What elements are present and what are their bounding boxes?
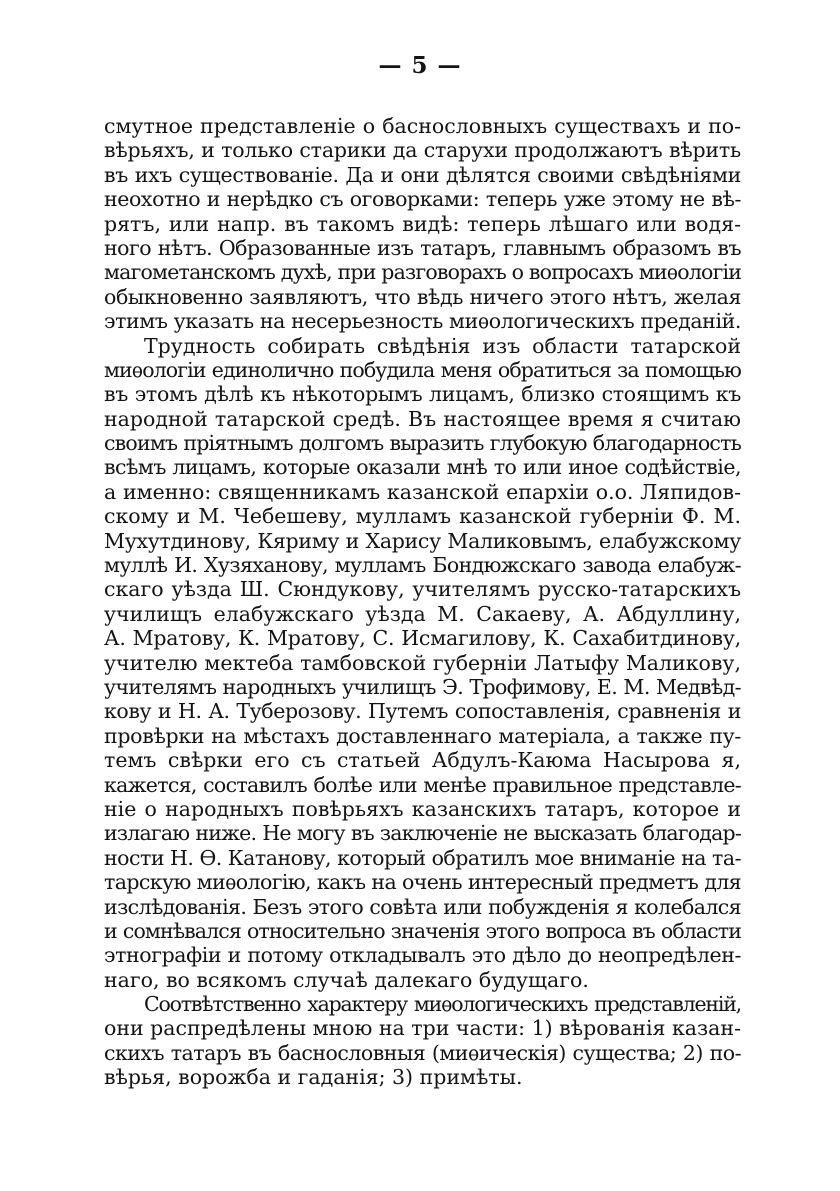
text-line: всѣмъ лицамъ, которые оказали мнѣ то или иное содѣйствіе, — [104, 455, 741, 480]
text-line: своимъ пріятнымъ долгомъ выразить глубокую благодарность — [104, 431, 741, 456]
page-number: — 5 — — [378, 52, 462, 79]
text-line: они распредѣлены мною на три части: 1) вѣрованія казан- — [104, 1016, 741, 1041]
paragraph-first-line: Соотвѣтственно характеру миѳологическихъ представленій, — [144, 992, 741, 1017]
text-line: А. Мратову, К. Мратову, С. Исмагилову, К. Сахабитдинову, — [104, 626, 741, 651]
body-text — [104, 114, 741, 1090]
paragraph-first-line: Трудность собирать свѣдѣнія изъ области татарской — [144, 333, 741, 358]
text-line: кову и Н. А. Туберозову. Путемъ сопоставленія, сравненія и — [104, 699, 741, 724]
text-line: миѳологіи единолично побудила меня обратиться за помощью — [104, 357, 741, 382]
text-line: провѣрки на мѣстахъ доставленнаго матеріала, а также пу- — [104, 723, 741, 748]
text-line: скихъ татаръ въ баснословныя (миѳическія) существа; 2) по- — [104, 1040, 741, 1065]
text-line: ніе о народныхъ повѣрьяхъ казанскихъ татаръ, которое и — [104, 796, 741, 821]
text-line: смутное представленіе о баснословныхъ существахъ и по- — [104, 114, 741, 138]
text-line: ного нѣтъ. Образованные изъ татаръ, главнымъ образомъ въ — [104, 235, 741, 260]
text-line: вѣрья, ворожба и гаданія; 3) примѣты. — [104, 1065, 523, 1090]
text-line: этнографіи и потому откладывалъ это дѣло до неопредѣлен- — [104, 943, 741, 968]
text-line: въ этомъ дѣлѣ къ нѣкоторымъ лицамъ, близко стоящимъ къ — [104, 382, 741, 407]
text-line: училищъ елабужскаго уѣзда М. Сакаеву, А. Абдуллину, — [104, 601, 741, 626]
text-line: скаго уѣзда Ш. Сюндукову, учителямъ русско-татарскихъ — [104, 577, 741, 602]
text-line: излагаю ниже. Не могу въ заключеніе не высказать благодар- — [104, 821, 741, 846]
text-line: скому и М. Чебешеву, мулламъ казанской губерніи Ф. М. — [104, 504, 741, 529]
text-line: магометанскомъ духѣ, при разговорахъ о вопросахъ миѳологіи — [104, 260, 742, 285]
text-line: народной татарской средѣ. Въ настоящее время я считаю — [104, 406, 741, 431]
text-line: вѣрьяхъ, и только старики да старухи продолжаютъ вѣрить — [104, 138, 741, 163]
text-line: Мухутдинову, Кяриму и Харису Маликовымъ, елабужскому — [104, 528, 741, 553]
text-line: тарскую миѳологію, какъ на очень интересный предметъ для — [104, 870, 741, 895]
text-line: наго, во всякомъ случаѣ далекаго будущаго. — [104, 967, 589, 992]
text-line: въ ихъ существованіе. Да и они дѣлятся своими свѣдѣніями — [104, 162, 741, 187]
text-line: кажется, составилъ болѣе или менѣе правильное представле- — [104, 772, 741, 797]
text-line: обыкновенно заявляютъ, что вѣдь ничего этого нѣтъ, желая — [104, 284, 741, 309]
text-line: темъ свѣрки его съ статьей Абдулъ-Каюма Насырова я, — [104, 748, 741, 773]
text-line: ности Н. Ѳ. Катанову, который обратилъ мое вниманіе на та- — [104, 845, 741, 870]
text-line: этимъ указать на несерьезность миѳологическихъ преданій. — [104, 309, 741, 334]
text-line: и сомнѣвался относительно значенія этого вопроса въ области — [104, 918, 741, 943]
text-line: учителю мектеба тамбовской губерніи Латыфу Маликову, — [104, 650, 741, 675]
text-line: муллѣ И. Хузяханову, мулламъ Бондюжскаго завода елабуж- — [104, 553, 741, 578]
text-line: неохотно и нерѣдко съ оговорками: теперь уже этому не вѣ- — [104, 187, 741, 212]
text-line: а именно: священникамъ казанской епархіи о.о. Ляпидов- — [104, 479, 741, 504]
text-line: учителямъ народныхъ училищъ Э. Трофимову, Е. М. Медвѣд- — [104, 674, 741, 699]
text-line: рятъ, или напр. въ такомъ видѣ: теперь лѣшаго или водя- — [104, 211, 741, 236]
text-line: изслѣдованія. Безъ этого совѣта или побужденія я колебался — [104, 894, 741, 919]
